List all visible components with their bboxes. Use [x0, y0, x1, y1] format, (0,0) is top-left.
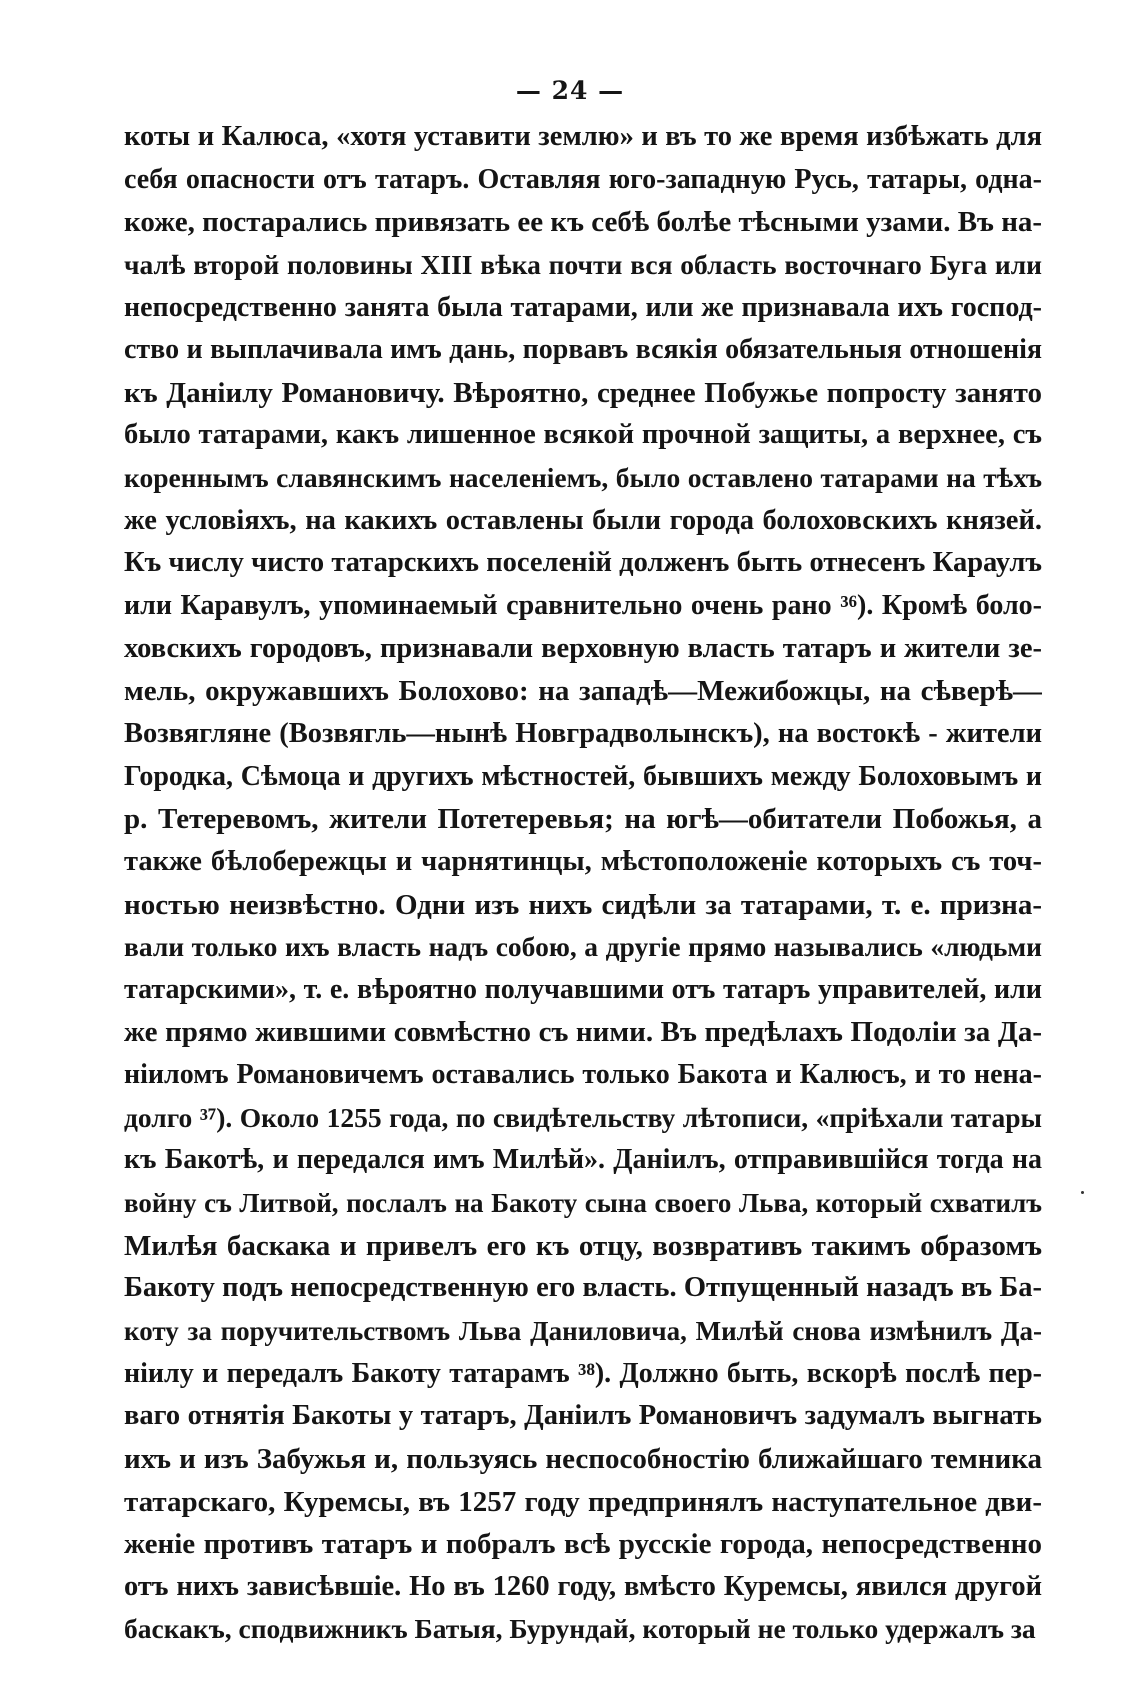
text-line: также бѣлобережцы и чарнятинцы, мѣстоположеніе которыхъ съ точ- [124, 845, 1042, 877]
text-line: долго ³⁷). Около 1255 года, по свидѣтельству лѣтописи, «пріѣхали татары [124, 1101, 1042, 1133]
ink-speck [1081, 1191, 1084, 1194]
text-line: же прямо жившими совмѣстно съ ними. Въ предѣлахъ Подоліи за Да- [124, 1016, 1042, 1049]
text-line: или Каравулъ, упоминаемый сравнительно очень рано ³⁶). Кромѣ боло- [124, 590, 1042, 622]
text-line: къ Даніилу Романовичу. Вѣроятно, среднее Побужье попросту занято [124, 376, 1042, 409]
text-line: отъ нихъ зависѣвшіе. Но въ 1260 году, вмѣсто Куремсы, явился другой [124, 1570, 1042, 1602]
text-line: ство и выплачивала имъ дань, порвавъ всякія обязательныя отношенія [124, 334, 1042, 366]
text-line: ніилу и передалъ Бакоту татарамъ ³⁸). Должно быть, вскорѣ послѣ пер- [124, 1357, 1042, 1389]
page-number: — 24 — [515, 76, 625, 105]
text-line: Бакоту подъ непосредственную его власть. Отпущенный назадъ въ Ба- [124, 1272, 1042, 1304]
text-line: ніиломъ Романовичемъ оставались только Бакота и Калюсъ, и то нена- [124, 1059, 1042, 1091]
text-line: коже, постарались привязать ее къ себѣ болѣе тѣсными узами. Въ на- [124, 206, 1042, 239]
text-line: ваго отнятія Бакоты у татаръ, Даніилъ Романовичъ задумалъ выгнать [124, 1400, 1042, 1432]
text-line: ихъ и изъ Забужья и, пользуясь неспособностію ближайшаго темника [124, 1442, 1042, 1475]
text-line: вали только ихъ власть надъ собою, а другіе прямо назывались «людьми [124, 931, 1042, 963]
text-line: къ Бакотѣ, и передался имъ Милѣй». Даніилъ, отправившійся тогда на [124, 1144, 1042, 1176]
text-line: же условіяхъ, на какихъ оставлены были города болоховскихъ князей. [124, 504, 1042, 536]
text-line: Къ числу чисто татарскихъ поселеній долженъ быть отнесенъ Караулъ [124, 547, 1042, 579]
text-line: мель, окружавшихъ Болохово: на западѣ—Межибожцы, на сѣверѣ— [124, 675, 1042, 708]
text-line: татарскими», т. е. вѣроятно получавшими отъ татаръ управителей, или [124, 973, 1042, 1005]
text-line: чалѣ второй половины XIII вѣка почти вся область восточнаго Буга или [124, 248, 1042, 280]
text-line: кореннымъ славянскимъ населеніемъ, было оставлено татарами на тѣхъ [124, 462, 1042, 494]
text-line: Милѣя баскака и привелъ его къ отцу, возвративъ такимъ образомъ [124, 1229, 1042, 1262]
text-line: женіе противъ татаръ и побралъ всѣ русскіе города, непосредственно [124, 1528, 1042, 1561]
text-line: непосредственно занята была татарами, или же признавала ихъ господ- [124, 291, 1042, 323]
text-line: ховскихъ городовъ, признавали верховную власть татаръ и жители зе- [124, 632, 1042, 664]
text-line: себя опасности отъ татаръ. Оставляя юго-западную Русь, татары, одна- [124, 163, 1042, 195]
text-line: войну съ Литвой, послалъ на Бакоту сына своего Льва, который схватилъ [124, 1188, 1042, 1219]
text-line: татарскаго, Куремсы, въ 1257 году предпринялъ наступательное дви- [124, 1485, 1042, 1518]
text-line: коты и Калюса, «хотя уставити землю» и въ то же время избѣжать для [124, 121, 1042, 152]
text-line: р. Тетеревомъ, жители Потетеревья; на югѣ—обитатели Побожья, а [124, 803, 1042, 836]
text-line: было татарами, какъ лишенное всякой прочной защиты, а верхнее, съ [124, 419, 1042, 451]
text-line: баскакъ, сподвижникъ Батыя, Бурундай, который не только удержалъ за [124, 1613, 1036, 1645]
text-line: Возвягляне (Возвягль—нынѣ Новградволынскъ), на востокѣ - жители [124, 717, 1042, 749]
text-line: коту за поручительствомъ Льва Даниловича, Милѣй снова измѣнилъ Да- [124, 1315, 1042, 1346]
text-line: Городка, Сѣмоца и другихъ мѣстностей, бывшихъ между Болоховымъ и [124, 760, 1042, 792]
text-line: ностью неизвѣстно. Одни изъ нихъ сидѣли за татарами, т. е. призна- [124, 888, 1042, 921]
body-text [124, 116, 1042, 1651]
